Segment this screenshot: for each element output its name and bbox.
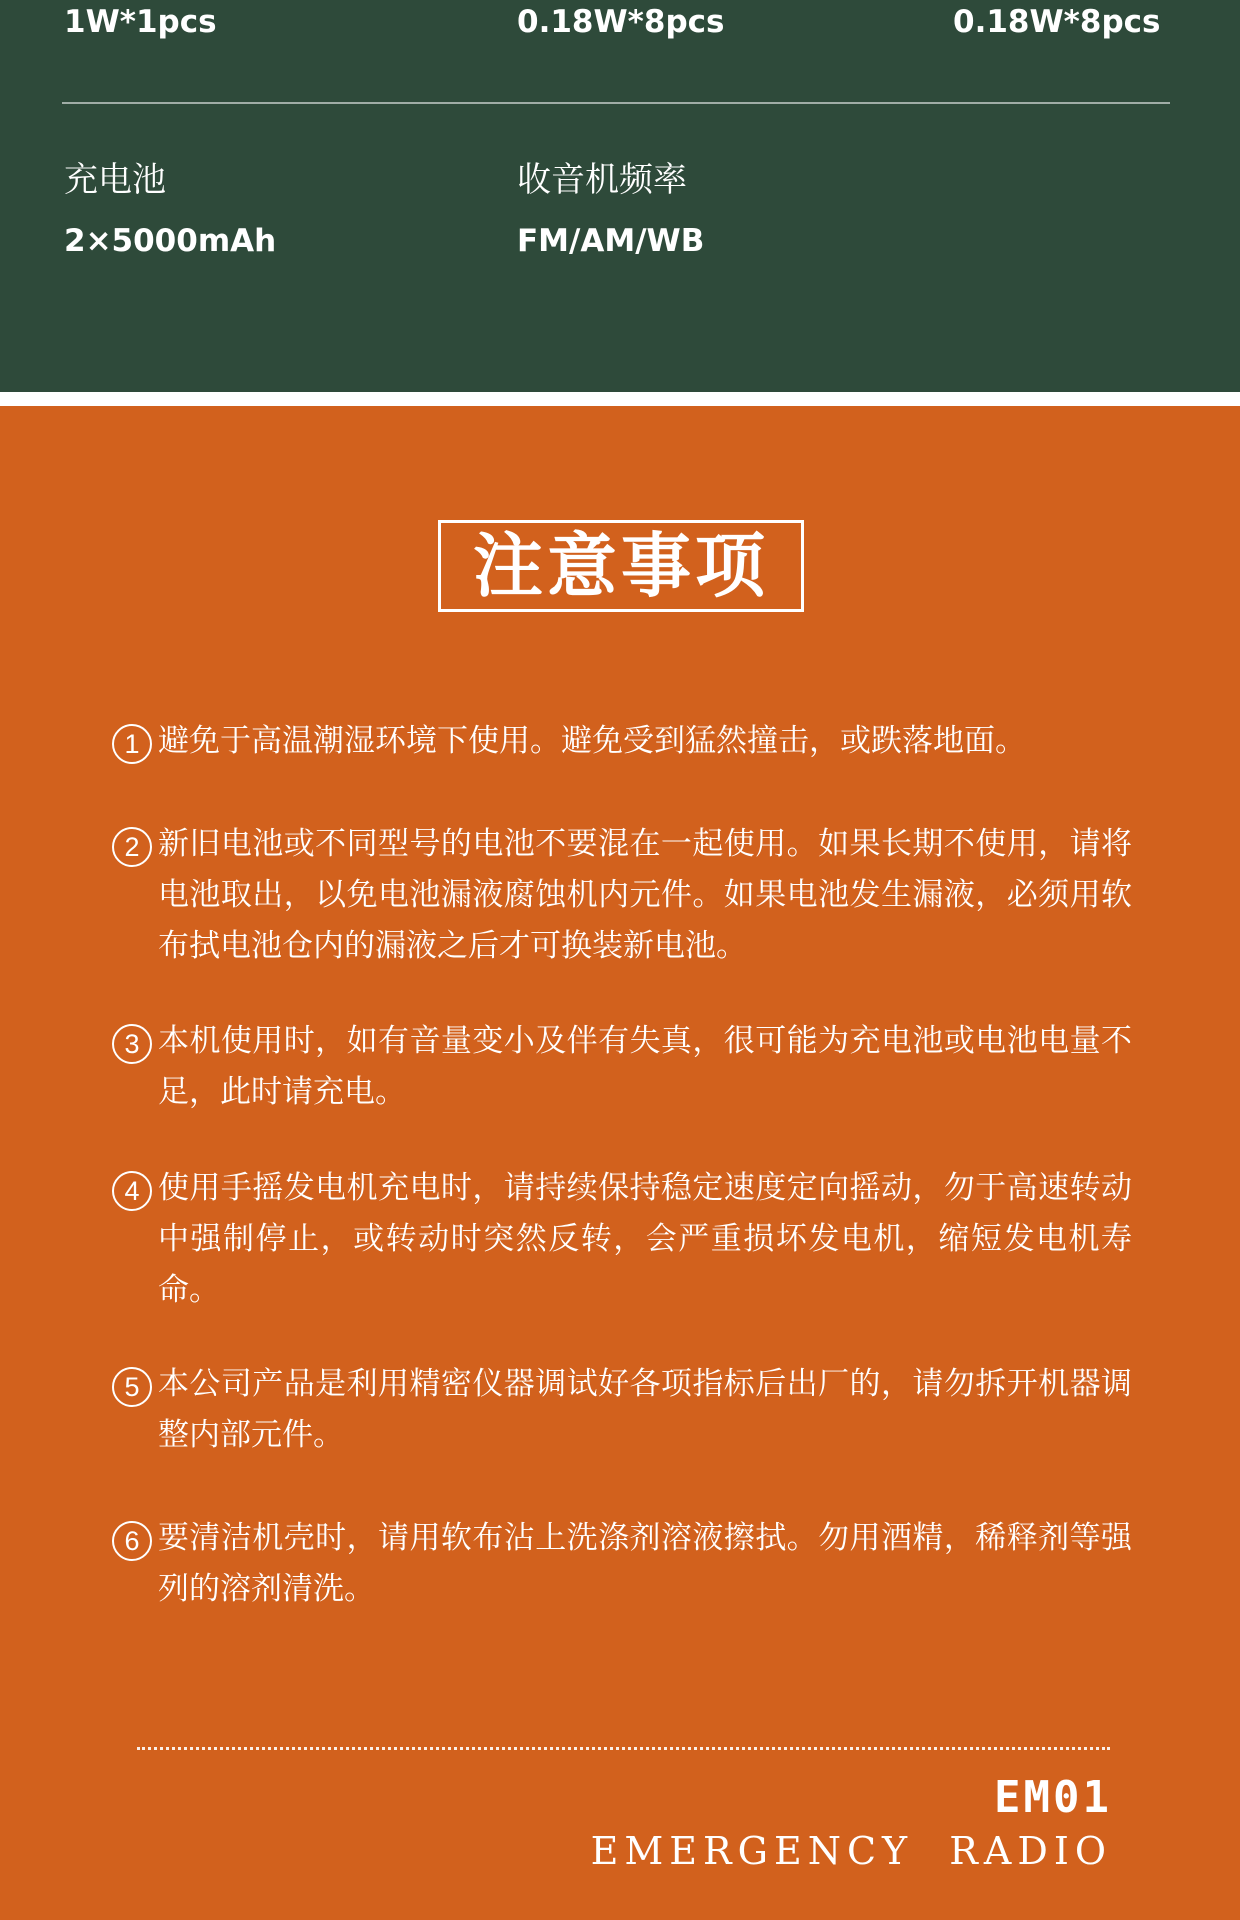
battery-label: 充电池 <box>64 160 166 200</box>
model-code: EM01 <box>994 1772 1112 1823</box>
notice-text: 避免于高温潮湿环境下使用。避免受到猛然撞击，或跌落地面。 <box>158 723 1026 759</box>
notice-item <box>112 1359 1132 1461</box>
battery-value: 2×5000mAh <box>64 223 277 259</box>
notice-panel <box>0 406 1240 1920</box>
circled-number-icon: 5 <box>112 1367 152 1407</box>
circled-number-icon: 3 <box>112 1024 152 1064</box>
notice-title: 注意事项 <box>473 525 769 607</box>
light-power-value: 0.18W*8pcs <box>953 4 1161 40</box>
notice-text: 本公司产品是利用精密仪器调试好各项指标后出厂的，请勿拆开机器调整内部元件。 <box>158 1366 1132 1453</box>
speaker-power-value: 1W*1pcs <box>64 4 217 40</box>
notice-item <box>112 1016 1132 1118</box>
circled-number-icon: 4 <box>112 1171 152 1211</box>
spec-divider <box>62 102 1170 104</box>
spec-panel <box>0 0 1240 392</box>
notice-text: 本机使用时，如有音量变小及伴有失真，很可能为充电池或电池电量不足，此时请充电。 <box>158 1023 1132 1110</box>
notice-text: 新旧电池或不同型号的电池不要混在一起使用。如果长期不使用，请将电池取出，以免电池漏液腐蚀机内元件。如果电池发生漏液，必须用软布拭电池仓内的漏液之后才可换装新电池。 <box>158 826 1132 964</box>
circled-number-icon: 1 <box>112 724 152 764</box>
notice-item <box>112 819 1132 972</box>
notice-item <box>112 716 1132 767</box>
circled-number-icon: 6 <box>112 1521 152 1561</box>
notice-item <box>112 1513 1132 1615</box>
radio-frequency-value: FM/AM/WB <box>517 223 705 259</box>
radio-frequency-label: 收音机频率 <box>517 160 687 200</box>
notice-title-box <box>438 520 804 612</box>
notice-text: 要清洁机壳时，请用软布沾上洗涤剂溶液擦拭。勿用酒精，稀释剂等强列的溶剂清洗。 <box>158 1520 1132 1607</box>
notice-item <box>112 1163 1132 1316</box>
footer-dotted-divider <box>137 1747 1110 1750</box>
section-separator <box>0 392 1240 406</box>
notice-text: 使用手摇发电机充电时，请持续保持稳定速度定向摇动，勿于高速转动中强制停止，或转动时突然反转，会严重损坏发电机，缩短发电机寿命。 <box>158 1170 1132 1308</box>
led-power-value: 0.18W*8pcs <box>517 4 725 40</box>
circled-number-icon: 2 <box>112 827 152 867</box>
product-name: EMERGENCY RADIO <box>590 1829 1112 1873</box>
